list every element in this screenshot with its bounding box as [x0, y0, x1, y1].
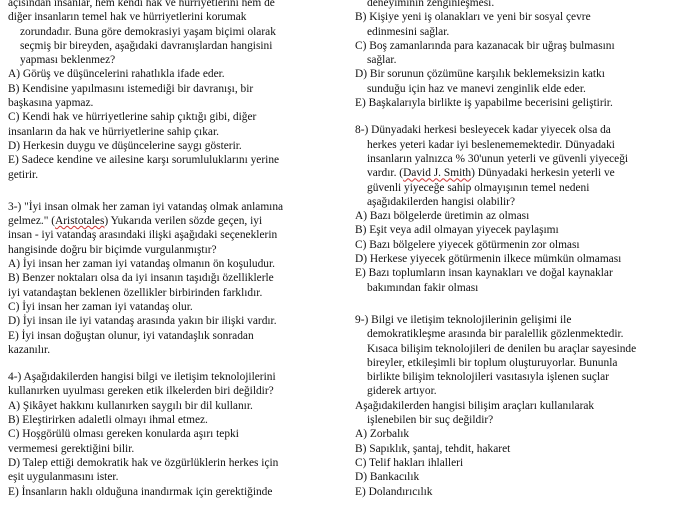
question-stem: 9-) Bilgi ve iletişim teknolojilerinin gelişimi ile: [355, 313, 572, 326]
answer-option: E) İyi insan doğuştan olunur, iyi vatandaşlık sonradan: [8, 329, 254, 342]
answer-option: D) İyi insan ile iyi vatandaş arasında yakın bir ilişki vardır.: [8, 315, 277, 328]
question-stem: vardır. (David J. Smith) Dünyadaki herkesin yeterli ve: [367, 167, 615, 180]
question-stem: birlikte bilişim teknolojileri vasıtasıyla işlenen suçlar: [367, 371, 610, 384]
answer-option: A) İyi insan her zaman iyi vatandaş olmanın ön koşuludur.: [8, 258, 275, 271]
answer-option: B) Kendisine yapılmasını istemediği bir davranışı, bir: [8, 82, 254, 95]
question-stem: insanların yalnızca % 30'unun yeterli ve güvenli yiyeceği: [367, 152, 629, 165]
answer-option: C) Bazı bölgelere yiyecek götürmenin zor olması: [355, 238, 580, 251]
author-name: David J. Smith: [403, 167, 472, 180]
answer-option: A) Görüş ve düşüncelerini rahatlıkla ifade eder.: [8, 68, 225, 81]
answer-option: A) Şikâyet hakkını kullanırken saygılı bir dil kullanır.: [8, 399, 253, 412]
answer-option: C) İyi insan her zaman iyi vatandaş olur.: [8, 300, 193, 313]
answer-option: B) Eleştirirken adaletli olmayı ihmal etmez.: [8, 414, 208, 427]
answer-option: D) Herkesin duygu ve düşüncelerine saygı gösterir.: [8, 139, 242, 152]
question-stem: 3-) "İyi insan olmak her zaman iyi vatandaş olmak anlamına: [8, 200, 284, 213]
answer-option: E) Başkalarıyla birlikte iş yapabilme becerisini geliştirir.: [355, 97, 613, 110]
question-3: [8, 200, 332, 357]
answer-option: E) Bazı toplumların insan kaynakları ve doğal kaynaklar: [355, 267, 613, 280]
answer-option: E) İnsanların haklı olduğuna inandırmak için gerektiğinde: [8, 485, 273, 498]
left-column: [8, 0, 332, 499]
question-2-tail: [8, 0, 332, 182]
question-stem: demokratikleşme arasında bir paralellik gözlenmektedir.: [367, 328, 624, 341]
text-line: seçmiş bir bireyden, aşağıdaki davranışlardan hangisini: [20, 39, 273, 52]
answer-option-continued: sağlar.: [367, 54, 397, 67]
answer-option: D) Bankacılık: [355, 471, 420, 484]
answer-option-continued: bakımından fakir olması: [367, 281, 479, 294]
answer-option: B) Kişiye yeni iş olanakları ve yeni bir sosyal çevre: [355, 11, 591, 24]
question-stem: Kısaca bilişim teknolojileri de denilen bu araçlar sayesinde: [367, 342, 637, 355]
question-stem: işlenebilen bir suç değildir?: [367, 414, 494, 427]
answer-option: D) Bir sorunun çözümüne karşılık beklemeksizin katkı: [355, 68, 605, 81]
answer-option: D) Talep ettiği demokratik hak ve özgürlüklerin herkes için: [8, 456, 279, 469]
answer-option: E) Sadece kendine ve ailesine karşı sorumluluklarını yerine: [8, 154, 280, 167]
question-stem: aşağıdakilerden hangisi olabilir?: [367, 195, 516, 208]
answer-option-continued: başkasına yapmaz.: [8, 97, 94, 110]
question-stem: insan - iyi vatandaş arasındaki ilişki aşağıdaki seçeneklerin: [8, 229, 278, 242]
answer-option: B) Eşit veya adil olmayan yiyecek paylaşımı: [355, 224, 559, 237]
answer-option-continued: iyi vatandaştan beklenen özellikler birbirinden farklıdır.: [8, 286, 263, 299]
question-stem: 8-) Dünyadaki herkesi besleyecek kadar yiyecek olsa da: [355, 124, 611, 137]
answer-option-continued: deneyiminin zenginleşmesi.: [367, 0, 495, 9]
question-7-tail: [355, 0, 673, 110]
answer-option: E) Dolandırıcılık: [355, 485, 433, 498]
question-stem: Aşağıdakilerden hangisi bilişim araçları kullanılarak: [355, 399, 595, 412]
answer-option: D) Herkese yiyecek götürmenin ilkece mümkün olmaması: [355, 253, 622, 266]
question-stem: bireyler, etkileşimli bir toplum oluşturuyorlar. Bununla: [367, 356, 618, 369]
answer-option: B) Benzer noktaları olsa da iyi insanın taşıdığı özelliklerle: [8, 272, 274, 285]
text-line: yapması beklenmez?: [20, 54, 116, 67]
answer-option-continued: vermemesi gerektiğini bilir.: [8, 442, 135, 455]
question-stem: giderek artıyor.: [367, 385, 437, 398]
answer-option-continued: sunduğu için haz ve manevi zenginlik elde eder.: [367, 82, 586, 95]
answer-option: C) Kendi hak ve hürriyetlerine sahip çıktığı gibi, diğer: [8, 111, 257, 124]
author-name: Aristotales: [55, 215, 105, 228]
question-9: [355, 313, 673, 499]
answer-option-continued: edinmesini sağlar.: [367, 25, 450, 38]
question-8: [355, 123, 673, 295]
text-line: açısından insanlar, hem kendi hak ve hürriyetlerini hem de: [8, 0, 275, 9]
answer-option-continued: kazanılır.: [8, 343, 51, 356]
right-column: [355, 0, 673, 499]
answer-option: C) Boş zamanlarında para kazanacak bir uğraş bulmasını: [355, 39, 615, 52]
text-line: zorundadır. Buna göre demokrasiyi yaşam biçimi olarak: [20, 25, 276, 38]
answer-option-continued: insanların da hak ve hürriyetlerine sahip çıkar.: [8, 125, 219, 138]
answer-option: A) Zorbalık: [355, 428, 410, 441]
question-stem: kullanırken uyulması gereken etik ilkelerden biri değildir?: [8, 385, 274, 398]
answer-option: C) Telif hakları ihlalleri: [355, 456, 464, 469]
answer-option-continued: eşit uygulanmasını ister.: [8, 471, 119, 484]
text-line: diğer insanların temel hak ve hürriyetlerini korumak: [8, 11, 247, 24]
question-stem: herkes yeteri kadar iyi beslenememektedir. Dünyadaki: [367, 138, 615, 151]
answer-option-continued: getirir.: [8, 168, 39, 181]
question-stem: güvenli yiyeceğe sahip olmayışının temel nedeni: [367, 181, 590, 194]
answer-option: C) Hoşgörülü olması gereken konularda aşırı tepki: [8, 428, 239, 441]
answer-option: A) Bazı bölgelerde üretimin az olması: [355, 210, 530, 223]
question-stem: hangisinde doğru bir biçimde vurgulanmıştır?: [8, 243, 217, 256]
question-stem: 4-) Aşağıdakilerden hangisi bilgi ve iletişim teknolojilerini: [8, 371, 276, 384]
answer-option: B) Sapıklık, şantaj, tehdit, hakaret: [355, 442, 511, 455]
question-4: [8, 370, 332, 499]
question-stem: gelmez." (Aristotales) Yukarıda verilen sözde geçen, iyi: [8, 215, 263, 228]
